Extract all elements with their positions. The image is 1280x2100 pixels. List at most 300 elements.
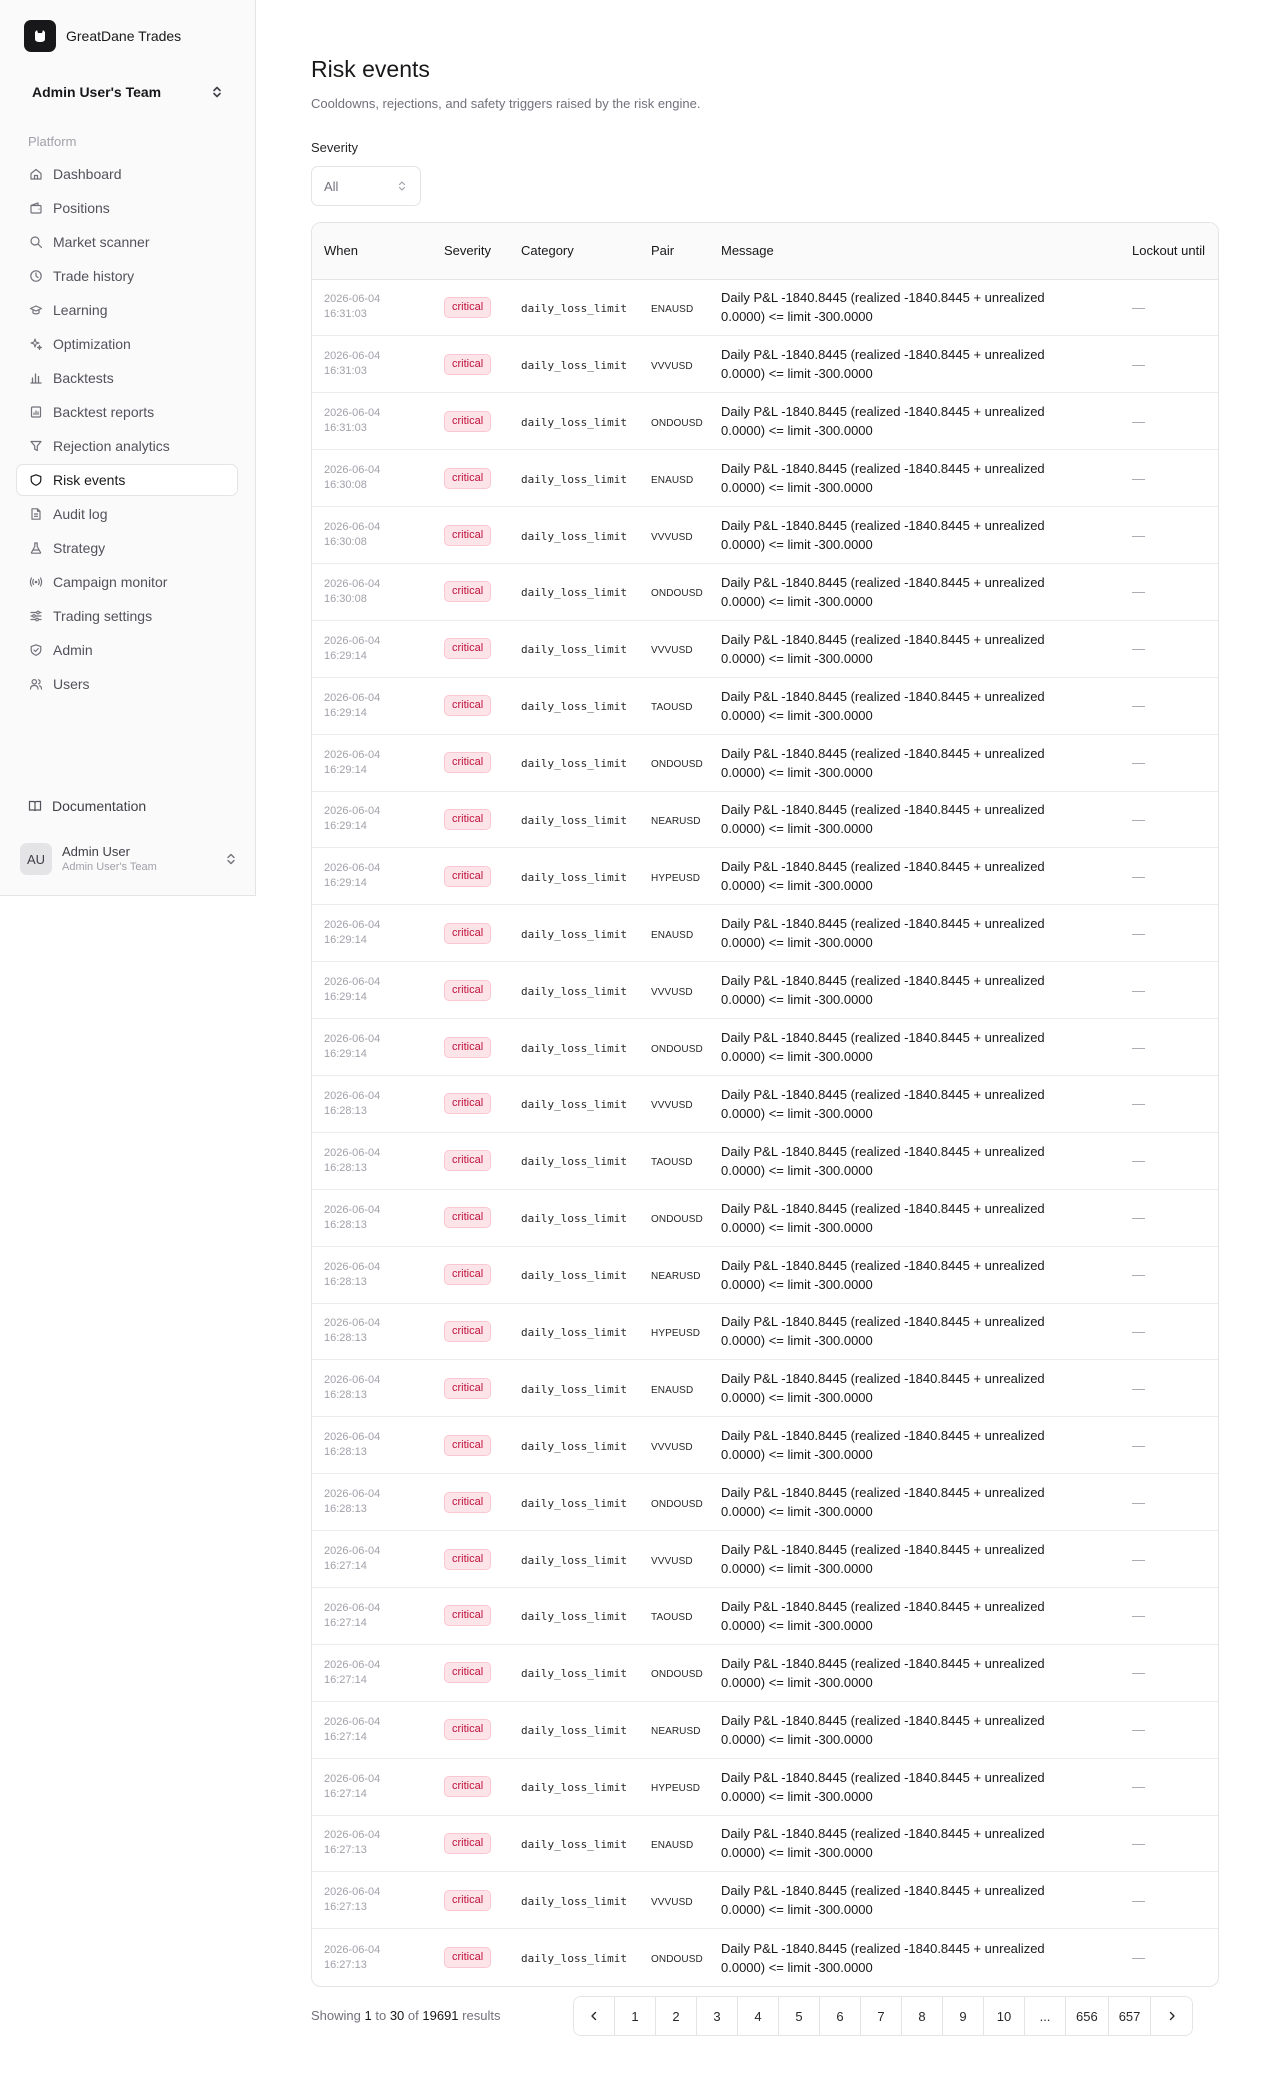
sidebar-item-label: Backtests [53, 370, 114, 386]
cell-category [509, 1019, 639, 1076]
message-line-2: 0.0000) <= limit -300.0000 [721, 1674, 873, 1690]
pair-symbol: ONDOUSD [651, 417, 703, 429]
cell-message [709, 1360, 1120, 1417]
category-code: daily_loss_limit [521, 1837, 627, 1851]
message-line-1: Daily P&L -1840.8445 (realized -1840.8445 + unrealized [721, 859, 1045, 875]
cell-category [509, 1189, 639, 1246]
lockout-value: — [1132, 1096, 1145, 1112]
sidebar-item-backtest-reports[interactable] [16, 396, 238, 428]
event-time: 16:29:14 [324, 820, 367, 833]
pair-symbol: VVVUSD [651, 986, 693, 998]
cell-message [709, 962, 1120, 1019]
cell-severity [432, 1644, 509, 1701]
cell-severity [432, 1360, 509, 1417]
lockout-value: — [1132, 1779, 1145, 1795]
message-line-1: Daily P&L -1840.8445 (realized -1840.8445 + unrealized [721, 461, 1045, 477]
message-line-2: 0.0000) <= limit -300.0000 [721, 1788, 873, 1804]
cell-severity [432, 1701, 509, 1758]
sidebar-item-trade-history[interactable] [16, 260, 238, 292]
lockout-value: — [1132, 1494, 1145, 1510]
lockout-value: — [1132, 1153, 1145, 1169]
cell-category [509, 791, 639, 848]
cell-lockout-until [1120, 1815, 1219, 1872]
severity-select-value: All [324, 178, 339, 194]
cell-when [312, 450, 432, 507]
sidebar-item-label: Backtest reports [53, 404, 155, 420]
cell-category [509, 393, 639, 450]
cell-when [312, 1531, 432, 1588]
cell-pair [639, 1815, 709, 1872]
sidebar-item-audit-log[interactable] [16, 498, 238, 530]
cell-severity [432, 905, 509, 962]
sidebar-item-rejection-analytics[interactable] [16, 430, 238, 462]
cell-lockout-until [1120, 507, 1219, 564]
message-line-2: 0.0000) <= limit -300.0000 [721, 1390, 873, 1406]
event-date: 2026-06-04 [324, 862, 381, 875]
cell-pair [639, 1644, 709, 1701]
cell-message [709, 1701, 1120, 1758]
cell-pair [639, 1587, 709, 1644]
category-code: daily_loss_limit [521, 1155, 627, 1169]
chevron-left-icon [588, 2010, 600, 2022]
table-row [312, 1587, 1219, 1644]
brand[interactable] [24, 20, 181, 52]
cell-severity [432, 962, 509, 1019]
pagination-page-9[interactable]: 9 [943, 1997, 984, 2035]
cell-lockout-until [1120, 393, 1219, 450]
cell-pair [639, 848, 709, 905]
cell-when [312, 677, 432, 734]
cell-message [709, 1644, 1120, 1701]
cell-category [509, 1360, 639, 1417]
cell-when [312, 1246, 432, 1303]
table-row [312, 279, 1219, 336]
event-date: 2026-06-04 [324, 464, 381, 477]
cell-severity [432, 1474, 509, 1531]
cell-message [709, 393, 1120, 450]
sidebar-item-label: Market scanner [53, 234, 150, 250]
page-description: Cooldowns, rejections, and safety triggers raised by the risk engine. [311, 96, 701, 111]
pagination-page-10[interactable]: 10 [984, 1997, 1025, 2035]
cell-pair [639, 1303, 709, 1360]
sidebar-item-admin[interactable] [16, 634, 238, 666]
event-time: 16:27:13 [324, 1958, 367, 1971]
severity-badge: critical [444, 1947, 491, 1968]
column-header-message: Message [709, 223, 1120, 279]
pair-symbol: VVVUSD [651, 531, 693, 543]
message-line-2: 0.0000) <= limit -300.0000 [721, 878, 873, 894]
sidebar-item-campaign-monitor[interactable] [16, 566, 238, 598]
lockout-value: — [1132, 982, 1145, 998]
book-icon [28, 799, 42, 813]
cell-when [312, 1360, 432, 1417]
cell-message [709, 1587, 1120, 1644]
message-line-2: 0.0000) <= limit -300.0000 [721, 992, 873, 1008]
sidebar-item-market-scanner[interactable] [16, 226, 238, 258]
severity-badge: critical [444, 1605, 491, 1626]
pagination-page-1[interactable]: 1 [615, 1997, 656, 2035]
message-line-2: 0.0000) <= limit -300.0000 [721, 1561, 873, 1577]
table-row [312, 1132, 1219, 1189]
message-line-1: Daily P&L -1840.8445 (realized -1840.8445 + unrealized [721, 1428, 1045, 1444]
cell-severity [432, 1417, 509, 1474]
sidebar-item-label: Admin [53, 642, 93, 658]
sidebar-item-strategy[interactable] [16, 532, 238, 564]
event-time: 16:28:13 [324, 1104, 367, 1117]
event-time: 16:28:13 [324, 1503, 367, 1516]
table-row [312, 563, 1219, 620]
pair-symbol: TAOUSD [651, 702, 693, 714]
cell-pair [639, 734, 709, 791]
dog-logo-icon [24, 20, 56, 52]
lockout-value: — [1132, 1835, 1145, 1851]
message-line-2: 0.0000) <= limit -300.0000 [721, 537, 873, 552]
event-date: 2026-06-04 [324, 1203, 381, 1216]
cell-category [509, 336, 639, 393]
sidebar-item-trading-settings[interactable] [16, 600, 238, 632]
table-row [312, 1644, 1219, 1701]
sidebar-item-backtests[interactable] [16, 362, 238, 394]
table-header-row [312, 223, 1219, 279]
severity-badge: critical [444, 1378, 491, 1399]
cell-message [709, 1474, 1120, 1531]
event-date: 2026-06-04 [324, 1601, 381, 1614]
wallet-icon [29, 201, 43, 215]
cell-when [312, 1303, 432, 1360]
message-line-2: 0.0000) <= limit -300.0000 [721, 1731, 873, 1747]
pair-symbol: VVVUSD [651, 360, 693, 372]
cell-pair [639, 1531, 709, 1588]
lockout-value: — [1132, 1950, 1145, 1966]
cell-category [509, 1075, 639, 1132]
cell-message [709, 336, 1120, 393]
cell-message [709, 848, 1120, 905]
severity-badge: critical [444, 354, 491, 375]
severity-badge: critical [444, 1207, 491, 1228]
lockout-value: — [1132, 1665, 1145, 1681]
cell-when [312, 1644, 432, 1701]
message-line-1: Daily P&L -1840.8445 (realized -1840.8445 + unrealized [721, 290, 1045, 306]
cell-lockout-until [1120, 848, 1219, 905]
table-row [312, 1303, 1219, 1360]
category-code: daily_loss_limit [521, 1098, 627, 1112]
cell-lockout-until [1120, 1417, 1219, 1474]
lockout-value: — [1132, 1437, 1145, 1453]
event-time: 16:29:14 [324, 1048, 367, 1061]
cell-severity [432, 734, 509, 791]
cell-when [312, 507, 432, 564]
pagination-page-5[interactable]: 5 [779, 1997, 820, 2035]
severity-badge: critical [444, 1833, 491, 1854]
category-code: daily_loss_limit [521, 529, 627, 543]
message-line-2: 0.0000) <= limit -300.0000 [721, 1333, 873, 1349]
cell-category [509, 1303, 639, 1360]
severity-badge: critical [444, 923, 491, 944]
pair-symbol: ONDOUSD [651, 1043, 703, 1055]
sidebar-item-learning[interactable] [16, 294, 238, 326]
table-row [312, 848, 1219, 905]
message-line-1: Daily P&L -1840.8445 (realized -1840.8445 + unrealized [721, 347, 1045, 363]
sidebar [0, 0, 256, 896]
event-time: 16:29:14 [324, 706, 367, 719]
cell-message [709, 791, 1120, 848]
table-row [312, 962, 1219, 1019]
showing-label: Showing [311, 2008, 361, 2023]
cell-when [312, 393, 432, 450]
cell-lockout-until [1120, 1360, 1219, 1417]
cell-severity [432, 1189, 509, 1246]
event-time: 16:29:14 [324, 763, 367, 776]
cell-lockout-until [1120, 1701, 1219, 1758]
cell-pair [639, 677, 709, 734]
cell-message [709, 507, 1120, 564]
cell-lockout-until [1120, 1644, 1219, 1701]
cell-category [509, 905, 639, 962]
table-row [312, 1474, 1219, 1531]
chevrons-up-down-icon [210, 85, 224, 99]
cell-severity [432, 507, 509, 564]
severity-select[interactable] [311, 166, 421, 206]
pagination-next-button[interactable] [1151, 1997, 1192, 2035]
table-row [312, 1815, 1219, 1872]
event-time: 16:28:13 [324, 1332, 367, 1345]
message-line-1: Daily P&L -1840.8445 (realized -1840.8445 + unrealized [721, 1598, 1045, 1614]
cell-lockout-until [1120, 1758, 1219, 1815]
cell-message [709, 1303, 1120, 1360]
sidebar-item-label: Trade history [53, 268, 135, 284]
message-line-1: Daily P&L -1840.8445 (realized -1840.8445 + unrealized [721, 1086, 1045, 1102]
severity-badge: critical [444, 695, 491, 716]
cell-message [709, 1246, 1120, 1303]
cell-severity [432, 848, 509, 905]
cell-category [509, 1587, 639, 1644]
pagination-ellipsis[interactable]: ... [1025, 1997, 1066, 2035]
pair-symbol: ENAUSD [651, 1384, 694, 1396]
severity-badge: critical [444, 638, 491, 659]
cell-pair [639, 1019, 709, 1076]
table-row [312, 1758, 1219, 1815]
cell-when [312, 1815, 432, 1872]
event-time: 16:28:13 [324, 1218, 367, 1231]
table-row [312, 734, 1219, 791]
sidebar-item-label: Risk events [53, 472, 126, 488]
cell-when [312, 962, 432, 1019]
event-time: 16:27:14 [324, 1730, 367, 1743]
home-icon [29, 167, 43, 181]
sidebar-item-optimization[interactable] [16, 328, 238, 360]
severity-badge: critical [444, 980, 491, 1001]
event-time: 16:28:13 [324, 1275, 367, 1288]
cell-pair [639, 1758, 709, 1815]
severity-badge: critical [444, 525, 491, 546]
clock-icon [29, 269, 43, 283]
cell-category [509, 1246, 639, 1303]
cell-when [312, 336, 432, 393]
pagination [573, 1996, 1193, 2036]
event-date: 2026-06-04 [324, 1545, 381, 1558]
search-icon [29, 235, 43, 249]
cell-when [312, 734, 432, 791]
event-time: 16:28:13 [324, 1389, 367, 1402]
event-time: 16:27:14 [324, 1673, 367, 1686]
user-menu[interactable] [20, 842, 238, 876]
cell-when [312, 1417, 432, 1474]
cell-category [509, 1474, 639, 1531]
severity-filter-label: Severity [311, 140, 358, 155]
cell-when [312, 1587, 432, 1644]
event-time: 16:31:03 [324, 308, 367, 321]
event-date: 2026-06-04 [324, 805, 381, 818]
cell-lockout-until [1120, 1189, 1219, 1246]
category-code: daily_loss_limit [521, 1553, 627, 1567]
severity-badge: critical [444, 1321, 491, 1342]
cell-lockout-until [1120, 905, 1219, 962]
pair-symbol: VVVUSD [651, 1896, 693, 1908]
event-time: 16:29:14 [324, 991, 367, 1004]
lockout-value: — [1132, 1722, 1145, 1738]
chevron-right-icon [1166, 2010, 1178, 2022]
cell-lockout-until [1120, 1075, 1219, 1132]
cell-severity [432, 1246, 509, 1303]
pair-symbol: ONDOUSD [651, 1669, 703, 1681]
cell-lockout-until [1120, 677, 1219, 734]
sidebar-item-positions[interactable] [16, 192, 238, 224]
event-date: 2026-06-04 [324, 1146, 381, 1159]
message-line-2: 0.0000) <= limit -300.0000 [721, 1219, 873, 1235]
category-code: daily_loss_limit [521, 1439, 627, 1453]
event-date: 2026-06-04 [324, 691, 381, 704]
user-team: Admin User's Team [62, 861, 157, 873]
bar-chart-icon [29, 371, 43, 385]
pagination-page-7[interactable]: 7 [861, 1997, 902, 2035]
message-line-2: 0.0000) <= limit -300.0000 [721, 366, 873, 382]
event-date: 2026-06-04 [324, 1886, 381, 1899]
severity-badge: critical [444, 1890, 491, 1911]
lockout-value: — [1132, 1267, 1145, 1283]
category-code: daily_loss_limit [521, 415, 627, 429]
sidebar-item-risk-events[interactable] [16, 464, 238, 496]
pagination-page-8[interactable]: 8 [902, 1997, 943, 2035]
sidebar-item-label: Rejection analytics [53, 438, 170, 454]
severity-badge: critical [444, 1492, 491, 1513]
nav-section-label: Platform [28, 134, 77, 149]
pair-symbol: ONDOUSD [651, 1954, 703, 1966]
message-line-1: Daily P&L -1840.8445 (realized -1840.8445 + unrealized [721, 1371, 1045, 1387]
range-from: 1 [364, 2008, 372, 2023]
cell-lockout-until [1120, 279, 1219, 336]
message-line-1: Daily P&L -1840.8445 (realized -1840.8445 + unrealized [721, 1826, 1045, 1842]
event-time: 16:27:13 [324, 1844, 367, 1857]
cell-pair [639, 1929, 709, 1986]
cell-category [509, 1815, 639, 1872]
cell-category [509, 563, 639, 620]
cell-lockout-until [1120, 1019, 1219, 1076]
results-label: results [462, 2008, 501, 2023]
message-line-2: 0.0000) <= limit -300.0000 [721, 707, 873, 723]
table-row [312, 1246, 1219, 1303]
event-date: 2026-06-04 [324, 407, 381, 420]
message-line-2: 0.0000) <= limit -300.0000 [721, 1105, 873, 1121]
event-date: 2026-06-04 [324, 293, 381, 306]
cell-lockout-until [1120, 620, 1219, 677]
lockout-value: — [1132, 925, 1145, 941]
table-row [312, 1075, 1219, 1132]
pagination-page-656[interactable]: 656 [1066, 1997, 1109, 2035]
table-row [312, 1360, 1219, 1417]
category-code: daily_loss_limit [521, 700, 627, 714]
category-code: daily_loss_limit [521, 1212, 627, 1226]
cell-when [312, 1019, 432, 1076]
sidebar-item-users[interactable] [16, 668, 238, 700]
severity-badge: critical [444, 1662, 491, 1683]
message-line-2: 0.0000) <= limit -300.0000 [721, 1959, 873, 1975]
lockout-value: — [1132, 1039, 1145, 1055]
message-line-2: 0.0000) <= limit -300.0000 [721, 1617, 873, 1633]
cell-message [709, 1758, 1120, 1815]
message-line-2: 0.0000) <= limit -300.0000 [721, 480, 873, 496]
sidebar-item-label: Audit log [53, 506, 108, 522]
table-row [312, 507, 1219, 564]
message-line-2: 0.0000) <= limit -300.0000 [721, 1845, 873, 1861]
broadcast-icon [29, 575, 43, 589]
cell-pair [639, 393, 709, 450]
column-header-lockout-until: Lockout until [1120, 223, 1219, 279]
table-row [312, 393, 1219, 450]
cell-category [509, 1701, 639, 1758]
cell-lockout-until [1120, 1587, 1219, 1644]
cell-category [509, 1132, 639, 1189]
severity-badge: critical [444, 1776, 491, 1797]
cell-lockout-until [1120, 1303, 1219, 1360]
pagination-page-6[interactable]: 6 [820, 1997, 861, 2035]
event-date: 2026-06-04 [324, 1943, 381, 1956]
pagination-prev-button[interactable] [574, 1997, 615, 2035]
avatar: AU [20, 843, 52, 875]
event-time: 16:29:14 [324, 649, 367, 662]
pagination-page-657[interactable]: 657 [1109, 1997, 1152, 2035]
category-code: daily_loss_limit [521, 1894, 627, 1908]
severity-badge: critical [444, 1435, 491, 1456]
pair-symbol: HYPEUSD [651, 1783, 701, 1795]
pair-symbol: NEARUSD [651, 815, 701, 827]
cell-pair [639, 336, 709, 393]
sidebar-item-dashboard[interactable] [16, 158, 238, 190]
cell-when [312, 1189, 432, 1246]
brand-name: GreatDane Trades [66, 28, 182, 44]
documentation-link[interactable] [16, 790, 238, 822]
pagination-page-4[interactable]: 4 [738, 1997, 779, 2035]
pagination-page-2[interactable]: 2 [656, 1997, 697, 2035]
table-row [312, 1417, 1219, 1474]
event-date: 2026-06-04 [324, 1715, 381, 1728]
severity-badge: critical [444, 1264, 491, 1285]
severity-badge: critical [444, 866, 491, 887]
team-switcher[interactable] [24, 78, 224, 106]
category-code: daily_loss_limit [521, 1382, 627, 1396]
cell-pair [639, 1872, 709, 1929]
cell-severity [432, 279, 509, 336]
cell-category [509, 450, 639, 507]
cell-message [709, 905, 1120, 962]
severity-badge: critical [444, 1037, 491, 1058]
cell-lockout-until [1120, 1929, 1219, 1986]
sliders-icon [29, 609, 43, 623]
sparkles-icon [29, 337, 43, 351]
category-code: daily_loss_limit [521, 472, 627, 486]
cell-category [509, 1929, 639, 1986]
pagination-page-3[interactable]: 3 [697, 1997, 738, 2035]
event-date: 2026-06-04 [324, 1317, 381, 1330]
